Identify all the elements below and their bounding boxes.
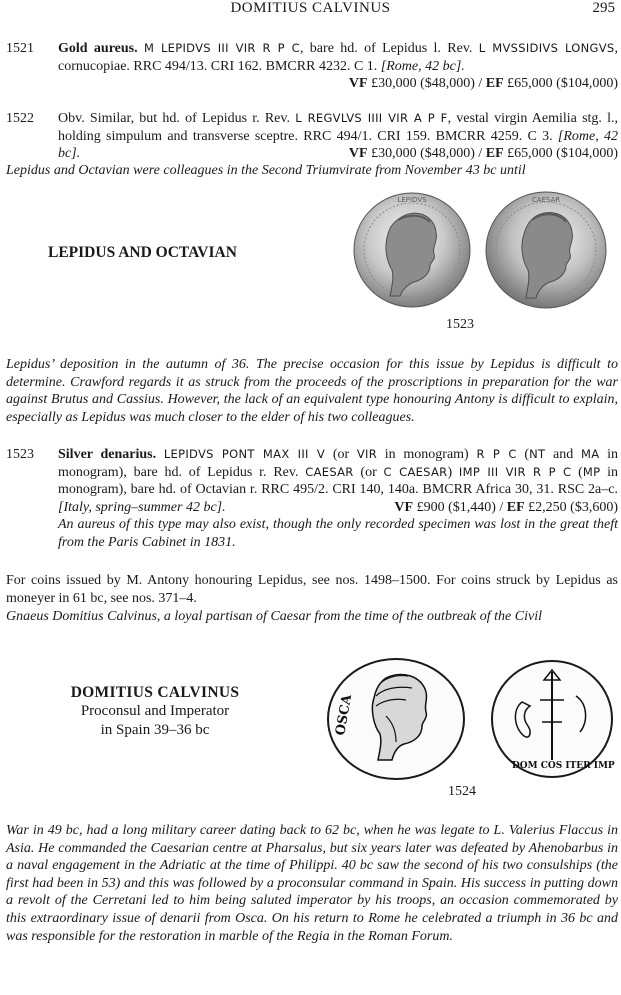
entry-text: , vestal virgin Aemilia stg. l., holding simpulum and transverse sceptre. RRC 494/1. CRI 159. BMCRR 4259. C 3. [58, 111, 619, 144]
entry-text: ) [447, 464, 459, 480]
section-subtitle: in Spain 39–36 bc [100, 721, 210, 738]
intro-paragraph: Lepidus and Octavian were colleagues in the Second Triumvirate from November 43 bc until [6, 163, 526, 178]
entry-text: in monogram) [377, 447, 477, 462]
entry-body [58, 446, 618, 552]
entry-text: in monogram), bare hd. of Octavian r. RRC 495/2. CRI 140, 140a. BMCRR Africa 30, 31. RSC 2a–c. [58, 464, 619, 498]
entry-text: (or [353, 464, 384, 480]
provenance: [Rome, 42 bc]. [380, 58, 465, 74]
entry-body [58, 110, 618, 163]
obverse-legend-text: OSCA [333, 693, 356, 737]
legend-fragment: CAESAR [305, 464, 354, 479]
price-line [349, 145, 618, 163]
entry-note: An aureus of this type may also exist, though the only recorded specimen was lost in the great theft from the Paris Cabinet in 1831. [58, 517, 618, 550]
vf-label: VF [348, 76, 368, 92]
provenance: [Italy, spring–summer 42 bc]. [58, 499, 226, 515]
page-header [0, 0, 621, 20]
coin-illustration-1524 [326, 656, 616, 782]
vf-price: £30,000 ($48,000) / [371, 146, 483, 162]
legend-fragment: NT [529, 447, 546, 461]
catalogue-entry-1521 [6, 40, 618, 93]
section-heading: DOMITIUS CALVINUS [70, 684, 240, 701]
entry-number: 1522 [6, 111, 34, 126]
entry-text: ( [571, 464, 583, 480]
provenance: [Rome, 42 bc]. [58, 128, 618, 162]
reverse-legend: L REGVLVS IIII VIR A P F [295, 111, 448, 125]
ef-label: EF [485, 76, 504, 92]
price-line [394, 499, 618, 517]
legend-fragment: MA [580, 447, 600, 461]
entry-text: in monogram), bare hd. of Lepidus r. Rev. [58, 447, 618, 480]
obverse-legend: LEPIDVS PONT MAX III V [163, 447, 326, 461]
reverse-legend-text: DOM COS ITER IMP [512, 761, 615, 771]
biography-paragraph: War in 49 bc, had a long military career dating back to 62 bc, when he was legate to L. Valerius Flaccus in Asia. He commanded the Caesarian centre at Pharsalus, but six years later was defeated by Ahenobarbus in a naval engagement in the Adriatic at the time of Philippi. 40 bc saw the second of his two consulships (the first had been in 53) and this was followed by a proconsular command in Spain. His success in putting down a revolt of the Cerretani led to him being saluted imperator by his troops, an occasion commemorated by this extraordinary issue of denarii from Osca. On his return to Rome he celebrated a triumph in 36 bc and was responsible for the restoration in marble of the Regia in the Roman Forum. [6, 823, 618, 944]
legend-fragment: VIR [356, 447, 378, 461]
cross-reference-paragraph: For coins issued by M. Antony honouring Lepidus, see nos. 1498–1500. For coins struck by Lepidus as moneyer in 61 bc, see nos. 371–4. [6, 573, 618, 606]
coin-photo [352, 190, 614, 310]
entry-text: , cornucopiae. RRC 494/13. CRI 162. BMCRR 4232. C 1. [58, 41, 618, 74]
entry-text: , bare hd. of Lepidus l. Rev. [299, 41, 473, 56]
ef-label: EF [506, 499, 525, 515]
section-subtitle: Proconsul and Imperator [80, 702, 230, 719]
legend-fragment: MP [582, 464, 601, 479]
obverse-legend: M LEPIDVS III VIR R P C [143, 41, 300, 55]
vf-price: £30,000 ($48,000) / [371, 76, 483, 92]
entry-text: and [545, 447, 581, 462]
svg-text:LEPIDVS: LEPIDVS [397, 196, 427, 204]
entry-number: 1523 [6, 447, 34, 462]
running-title: DOMITIUS CALVINUS [230, 0, 391, 16]
ef-price: £2,250 ($3,600) [528, 499, 618, 515]
vf-label: VF [348, 146, 368, 162]
page-number: 295 [592, 0, 615, 16]
reverse-legend: L MVSSIDIVS LONGVS [478, 41, 615, 55]
price-line [58, 75, 618, 93]
entry-number: 1521 [6, 41, 34, 56]
entry-body [58, 40, 618, 93]
svg-text:CAESAR: CAESAR [531, 196, 561, 204]
entry-title: Silver denarius. [58, 447, 157, 462]
intro-paragraph: Gnaeus Domitius Calvinus, a loyal partisan of Caesar from the time of the outbreak of the Civil [6, 609, 542, 624]
vf-label: VF [394, 499, 414, 515]
section-heading: LEPIDUS AND OCTAVIAN [48, 244, 237, 261]
coin-caption: 1523 [446, 317, 474, 332]
coin-drawing [326, 656, 616, 782]
ef-price: £65,000 ($104,000) [507, 76, 618, 92]
legend-fragment: IMP III VIR R P C [458, 464, 572, 479]
catalogue-entry-1523 [6, 446, 618, 552]
ef-label: EF [485, 146, 504, 162]
catalogue-entry-1522 [6, 110, 618, 163]
coin-illustration-1523 [352, 190, 614, 310]
section-heading-block [20, 684, 290, 740]
legend-fragment: R P C [476, 447, 517, 461]
ef-price: £65,000 ($104,000) [507, 146, 618, 162]
entry-text: ( [516, 447, 530, 462]
entry-text: Obv. Similar, but hd. of Lepidus r. Rev. [58, 111, 290, 126]
commentary-paragraph: Lepidus’ deposition in the autumn of 36. The precise occasion for this issue by Lepidus is difficult to determine. Crawford regards it as struck from the proceeds of the proscriptions in preparation for the war against Brutus and Cassius. However, the lack of an equivalent type honouring Antony is difficult to explain, especially as Lepidus was much closer to the elder of his two colleagues. [6, 357, 618, 425]
coin-caption: 1524 [448, 784, 476, 799]
entry-text: (or [325, 447, 357, 462]
vf-price: £900 ($1,440) / [416, 499, 504, 515]
entry-title: Gold aureus. [58, 41, 138, 56]
legend-fragment: C CAESAR [383, 464, 448, 479]
